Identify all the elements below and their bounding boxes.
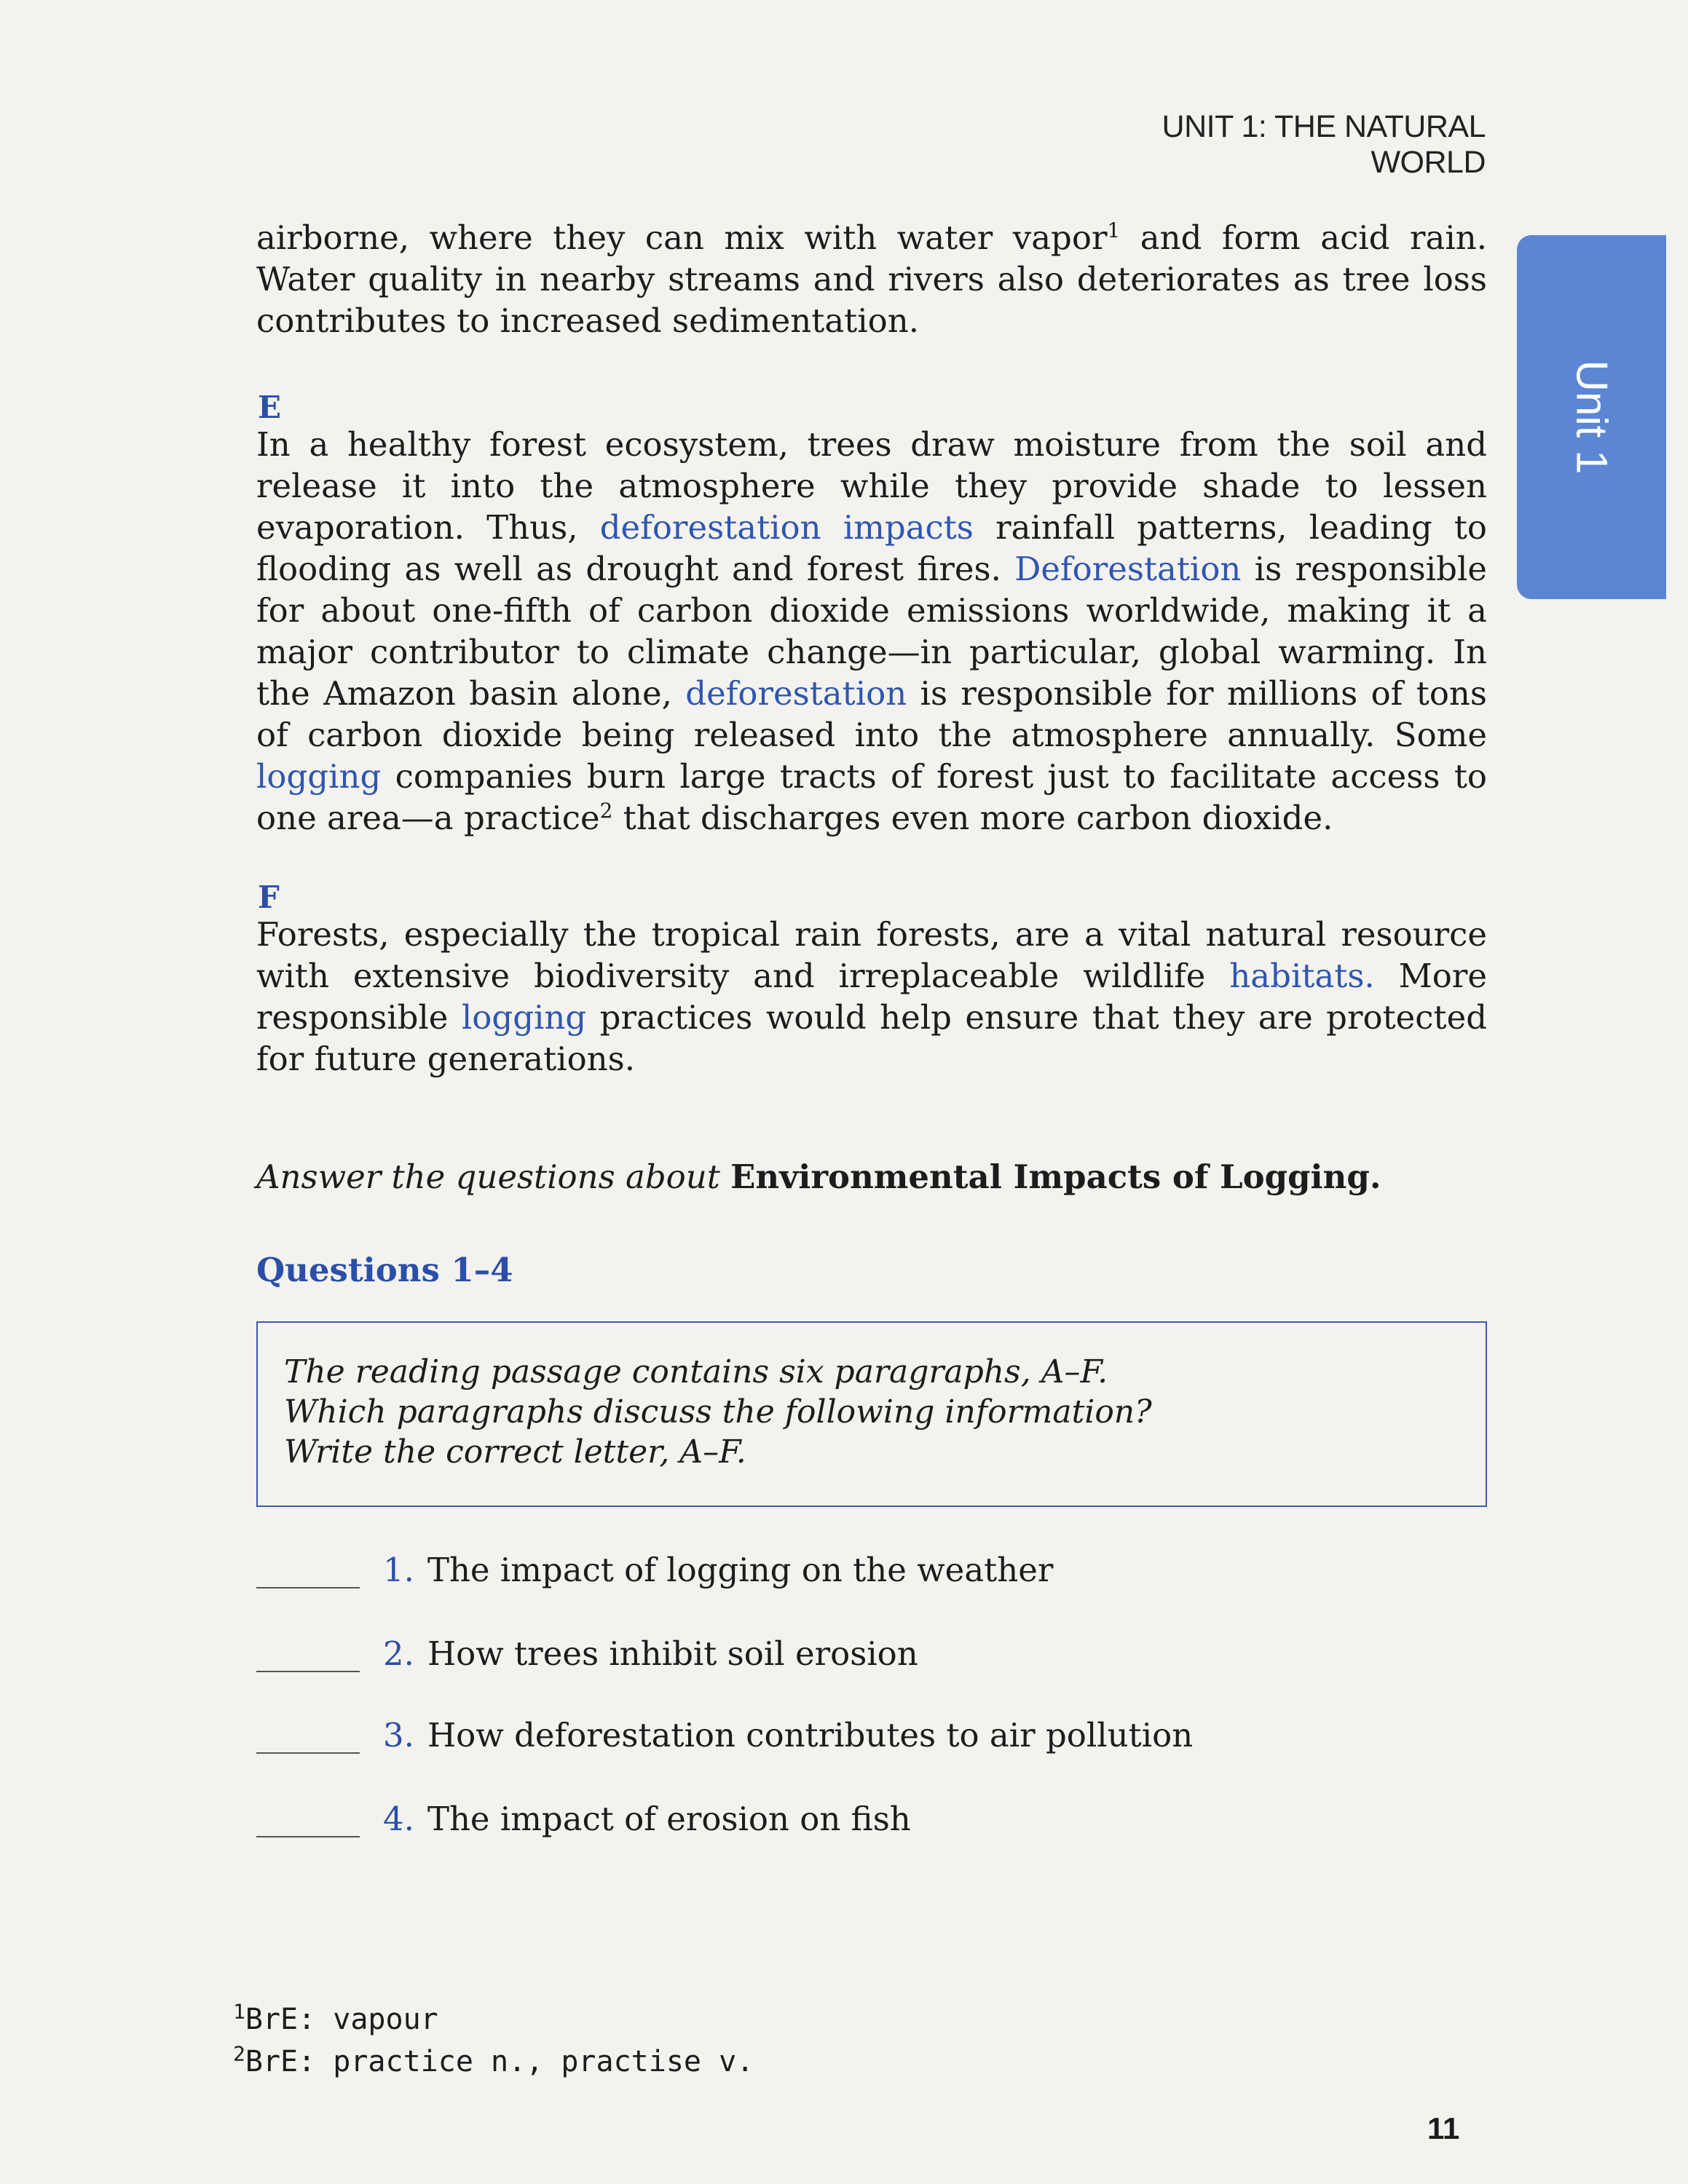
task-instruction-box [256, 1321, 1487, 1507]
answer-blank[interactable] [256, 1587, 360, 1588]
vocab-link[interactable]: deforestation impacts [599, 508, 974, 547]
vocab-link[interactable]: deforestation [685, 674, 907, 713]
paragraph-e-text: that discharges even more carbon dioxide. [612, 799, 1333, 837]
answer-blank[interactable] [256, 1671, 360, 1672]
footnote-text: BrE: practice n., practise v. [245, 2045, 754, 2078]
footnote-text: BrE: vapour [245, 2003, 438, 2036]
paragraph-f-text: Forests, especially the tropical rain forests, are a vital natural resource with extensive biodiversity and irreplaceable wildlife [256, 915, 1487, 995]
instruction-line [256, 1158, 1381, 1196]
vocab-link[interactable]: logging [256, 757, 382, 796]
paragraph-e-text: companies burn large tracts of forest just to facilitate access to one area—a practice [256, 757, 1487, 837]
paragraph-e [256, 424, 1487, 839]
unit-side-tab [1517, 235, 1666, 599]
task-line: Which paragraphs discuss the following information? [284, 1393, 1152, 1431]
footnote-ref-1: 1 [1107, 218, 1121, 242]
question-number: 2. [383, 1634, 414, 1673]
continuation-paragraph [256, 217, 1487, 341]
paragraph-f [256, 914, 1487, 1080]
footnote-2 [233, 2041, 754, 2083]
questions-heading: Questions 1–4 [256, 1251, 513, 1289]
running-header: UNIT 1: THE NATURAL WORLD [1162, 109, 1486, 180]
paragraph-e-text: is responsible for millions of tons of carbon dioxide being released into the atmosphere annually. Some [256, 674, 1487, 754]
paragraph-e-text: rainfall patterns, leading to flooding as well as drought and forest fires. [256, 508, 1487, 588]
footnote-mark: 2 [233, 2041, 245, 2066]
paragraph-e-text: is responsible for about one-fifth of carbon dioxide emissions worldwide, making it a major contributor to climate change—in particular, global warming. In the Amazon basin alone, [256, 550, 1487, 713]
footnote-ref-2: 2 [599, 799, 613, 823]
footnote-mark: 1 [233, 1999, 245, 2024]
task-line: The reading passage contains six paragraphs, A–F. [284, 1353, 1108, 1390]
question-number: 1. [383, 1551, 414, 1589]
task-line: Write the correct letter, A–F. [284, 1433, 746, 1471]
question-item [256, 1634, 918, 1673]
unit-side-tab-label: Unit 1 [1567, 360, 1616, 475]
paragraph-letter-e: E [258, 389, 282, 425]
passage-title: Environmental Impacts of Logging. [730, 1158, 1381, 1196]
footnote-1 [233, 1998, 754, 2041]
question-number: 4. [383, 1800, 414, 1838]
vocab-link[interactable]: logging [461, 998, 587, 1037]
question-text: How deforestation contributes to air pollution [427, 1716, 1194, 1754]
question-text: How trees inhibit soil erosion [427, 1634, 918, 1673]
paragraph-f-text: practices would help ensure that they are protected for future generations. [256, 998, 1488, 1078]
continuation-text-2: and form acid rain. Water quality in nearby streams and rivers also deteriorates as tree loss contributes to increased sedimentation. [256, 218, 1488, 340]
question-item [256, 1800, 911, 1838]
question-item [256, 1551, 1053, 1589]
question-number: 3. [383, 1716, 414, 1754]
paragraph-letter-f: F [258, 879, 280, 915]
page-number: 11 [1427, 2111, 1460, 2145]
paragraph-f-text: More responsible [256, 957, 1487, 1037]
vocab-link[interactable]: habitats. [1229, 957, 1375, 995]
instruction-text: Answer the questions about [256, 1158, 731, 1196]
vocab-link[interactable]: Deforestation [1014, 550, 1242, 588]
continuation-text-1: airborne, where they can mix with water vapor [256, 218, 1108, 257]
answer-blank[interactable] [256, 1836, 360, 1837]
paragraph-e-text: In a healthy forest ecosystem, trees draw moisture from the soil and release it into the atmosphere while they provide shade to lessen evaporation. Thus, [256, 425, 1487, 547]
answer-blank[interactable] [256, 1752, 360, 1754]
question-text: The impact of logging on the weather [427, 1551, 1054, 1589]
question-text: The impact of erosion on fish [427, 1800, 911, 1838]
question-item [256, 1716, 1193, 1754]
footnotes [233, 1998, 754, 2083]
